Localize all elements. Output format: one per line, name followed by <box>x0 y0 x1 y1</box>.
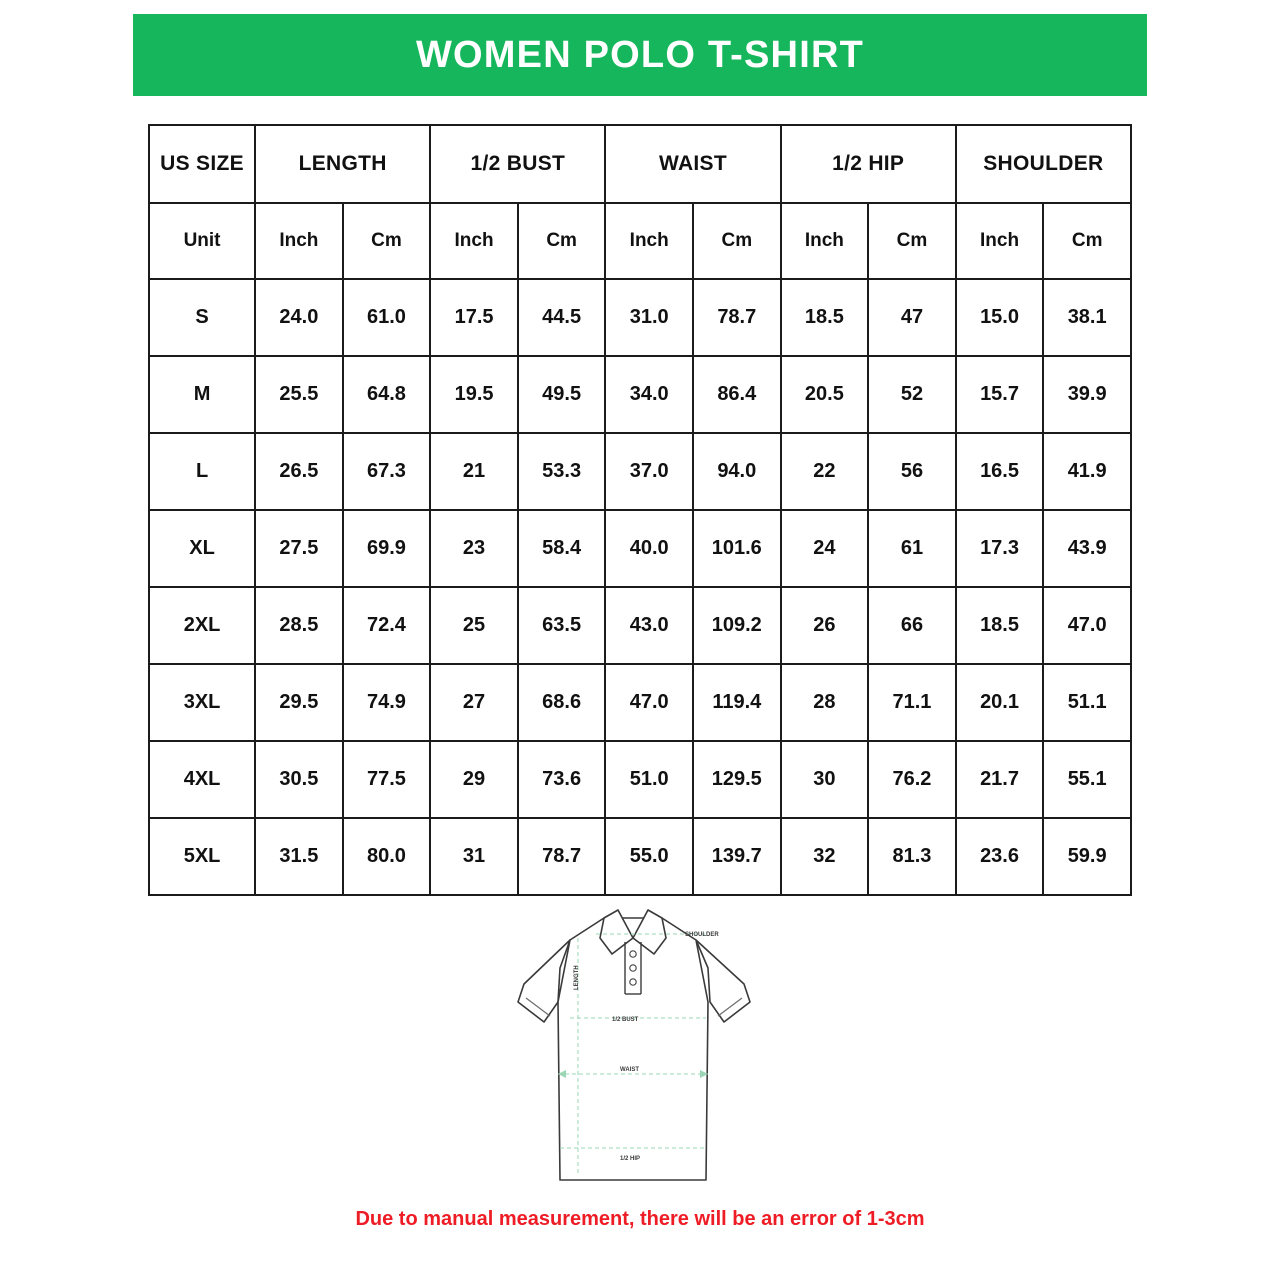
label-length: LENGTH <box>574 965 580 990</box>
cell-shoulder-cm: 39.9 <box>1043 356 1131 433</box>
row-size-label: M <box>149 356 255 433</box>
cell-shoulder-inch: 16.5 <box>956 433 1044 510</box>
cell-length-cm: 61.0 <box>343 279 431 356</box>
cell-shoulder-cm: 38.1 <box>1043 279 1131 356</box>
cell-hip-inch: 32 <box>781 818 869 895</box>
unit-header-label: Unit <box>149 203 255 279</box>
cell-shoulder-cm: 59.9 <box>1043 818 1131 895</box>
unit-header-length-cm: Cm <box>343 203 431 279</box>
table-row <box>149 279 1131 356</box>
cell-length-cm: 74.9 <box>343 664 431 741</box>
title-banner <box>133 14 1147 96</box>
group-header-us-size: US SIZE <box>149 125 255 203</box>
row-size-label: S <box>149 279 255 356</box>
cell-bust-inch: 21 <box>430 433 518 510</box>
table-row <box>149 587 1131 664</box>
cell-bust-cm: 68.6 <box>518 664 606 741</box>
cell-length-inch: 29.5 <box>255 664 343 741</box>
row-size-label: 5XL <box>149 818 255 895</box>
cell-bust-inch: 31 <box>430 818 518 895</box>
cell-hip-cm: 66 <box>868 587 956 664</box>
cell-shoulder-cm: 43.9 <box>1043 510 1131 587</box>
row-size-label: 3XL <box>149 664 255 741</box>
cell-waist-cm: 94.0 <box>693 433 781 510</box>
measurement-disclaimer: Due to manual measurement, there will be an error of 1-3cm <box>355 1208 925 1230</box>
cell-shoulder-cm: 55.1 <box>1043 741 1131 818</box>
cell-shoulder-cm: 51.1 <box>1043 664 1131 741</box>
label-half-hip: 1/2 HIP <box>620 1156 641 1162</box>
unit-header-waist-cm: Cm <box>693 203 781 279</box>
cell-hip-cm: 76.2 <box>868 741 956 818</box>
cell-waist-inch: 37.0 <box>605 433 693 510</box>
label-half-bust: 1/2 BUST <box>612 1017 639 1023</box>
unit-header-shoulder-cm: Cm <box>1043 203 1131 279</box>
cell-length-inch: 31.5 <box>255 818 343 895</box>
table-row <box>149 664 1131 741</box>
cell-hip-cm: 61 <box>868 510 956 587</box>
cell-length-cm: 69.9 <box>343 510 431 587</box>
cell-bust-cm: 78.7 <box>518 818 606 895</box>
cell-bust-inch: 19.5 <box>430 356 518 433</box>
cell-waist-cm: 119.4 <box>693 664 781 741</box>
cell-hip-inch: 18.5 <box>781 279 869 356</box>
label-shoulder: SHOULDER <box>685 932 719 938</box>
row-size-label: L <box>149 433 255 510</box>
table-row <box>149 433 1131 510</box>
cell-bust-inch: 27 <box>430 664 518 741</box>
cell-shoulder-inch: 15.7 <box>956 356 1044 433</box>
cell-bust-inch: 25 <box>430 587 518 664</box>
cell-waist-cm: 139.7 <box>693 818 781 895</box>
size-table <box>148 124 1132 896</box>
group-header-half-hip: 1/2 HIP <box>781 125 956 203</box>
cell-length-cm: 80.0 <box>343 818 431 895</box>
cell-shoulder-inch: 15.0 <box>956 279 1044 356</box>
row-size-label: 2XL <box>149 587 255 664</box>
cell-bust-cm: 58.4 <box>518 510 606 587</box>
cell-shoulder-inch: 18.5 <box>956 587 1044 664</box>
row-size-label: XL <box>149 510 255 587</box>
cell-length-inch: 24.0 <box>255 279 343 356</box>
cell-hip-cm: 52 <box>868 356 956 433</box>
size-table-container <box>148 124 1132 896</box>
cell-shoulder-inch: 23.6 <box>956 818 1044 895</box>
cell-hip-inch: 26 <box>781 587 869 664</box>
cell-hip-cm: 71.1 <box>868 664 956 741</box>
table-row <box>149 818 1131 895</box>
cell-hip-inch: 30 <box>781 741 869 818</box>
cell-hip-inch: 28 <box>781 664 869 741</box>
cell-waist-inch: 47.0 <box>605 664 693 741</box>
cell-bust-cm: 49.5 <box>518 356 606 433</box>
cell-waist-cm: 101.6 <box>693 510 781 587</box>
cell-waist-cm: 129.5 <box>693 741 781 818</box>
cell-bust-inch: 17.5 <box>430 279 518 356</box>
cell-bust-cm: 63.5 <box>518 587 606 664</box>
cell-waist-inch: 34.0 <box>605 356 693 433</box>
cell-bust-inch: 23 <box>430 510 518 587</box>
page-title: WOMEN POLO T-SHIRT <box>415 33 865 76</box>
cell-shoulder-cm: 47.0 <box>1043 587 1131 664</box>
cell-bust-cm: 53.3 <box>518 433 606 510</box>
cell-hip-inch: 22 <box>781 433 869 510</box>
unit-header-waist-inch: Inch <box>605 203 693 279</box>
group-header-waist: WAIST <box>605 125 780 203</box>
cell-hip-inch: 20.5 <box>781 356 869 433</box>
cell-length-inch: 27.5 <box>255 510 343 587</box>
cell-length-inch: 28.5 <box>255 587 343 664</box>
label-waist: WAIST <box>620 1067 639 1073</box>
cell-waist-inch: 51.0 <box>605 741 693 818</box>
cell-hip-cm: 56 <box>868 433 956 510</box>
table-row <box>149 356 1131 433</box>
cell-waist-cm: 109.2 <box>693 587 781 664</box>
table-unit-header-row <box>149 203 1131 279</box>
cell-length-inch: 26.5 <box>255 433 343 510</box>
cell-length-inch: 25.5 <box>255 356 343 433</box>
cell-waist-cm: 86.4 <box>693 356 781 433</box>
table-row <box>149 510 1131 587</box>
cell-waist-cm: 78.7 <box>693 279 781 356</box>
table-group-header-row <box>149 125 1131 203</box>
cell-shoulder-cm: 41.9 <box>1043 433 1131 510</box>
unit-header-hip-cm: Cm <box>868 203 956 279</box>
cell-bust-inch: 29 <box>430 741 518 818</box>
cell-waist-inch: 55.0 <box>605 818 693 895</box>
cell-hip-cm: 47 <box>868 279 956 356</box>
cell-bust-cm: 73.6 <box>518 741 606 818</box>
cell-hip-cm: 81.3 <box>868 818 956 895</box>
cell-shoulder-inch: 21.7 <box>956 741 1044 818</box>
polo-shirt-illustration <box>500 898 780 1188</box>
cell-hip-inch: 24 <box>781 510 869 587</box>
cell-bust-cm: 44.5 <box>518 279 606 356</box>
cell-shoulder-inch: 20.1 <box>956 664 1044 741</box>
cell-shoulder-inch: 17.3 <box>956 510 1044 587</box>
unit-header-bust-inch: Inch <box>430 203 518 279</box>
cell-waist-inch: 43.0 <box>605 587 693 664</box>
group-header-length: LENGTH <box>255 125 430 203</box>
group-header-shoulder: SHOULDER <box>956 125 1131 203</box>
unit-header-bust-cm: Cm <box>518 203 606 279</box>
cell-length-inch: 30.5 <box>255 741 343 818</box>
cell-length-cm: 72.4 <box>343 587 431 664</box>
unit-header-shoulder-inch: Inch <box>956 203 1044 279</box>
group-header-half-bust: 1/2 BUST <box>430 125 605 203</box>
cell-waist-inch: 40.0 <box>605 510 693 587</box>
cell-length-cm: 77.5 <box>343 741 431 818</box>
table-row <box>149 741 1131 818</box>
unit-header-length-inch: Inch <box>255 203 343 279</box>
cell-length-cm: 64.8 <box>343 356 431 433</box>
row-size-label: 4XL <box>149 741 255 818</box>
unit-header-hip-inch: Inch <box>781 203 869 279</box>
cell-waist-inch: 31.0 <box>605 279 693 356</box>
cell-length-cm: 67.3 <box>343 433 431 510</box>
